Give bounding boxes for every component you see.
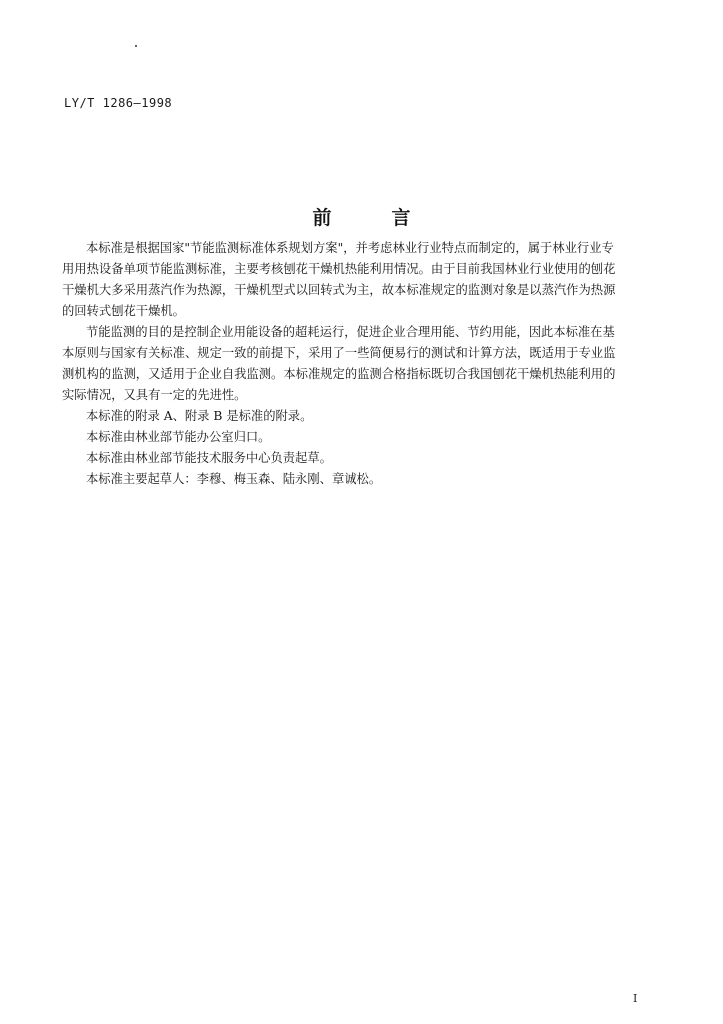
paragraph-2 <box>62 322 658 406</box>
paragraph-4: 本标准由林业部节能办公室归口。 <box>86 430 271 444</box>
paragraph-line: 节能监测的目的是控制企业用能设备的超耗运行，促进企业合理用能、节约用能，因此本标准在基 <box>86 325 615 339</box>
foreword-body <box>62 238 658 490</box>
page-number: I <box>633 992 638 1005</box>
scan-speck <box>135 45 137 47</box>
paragraph-6: 本标准主要起草人：李穆、梅玉森、陆永刚、章诚松。 <box>86 472 382 486</box>
standard-number: LY/T 1286—1998 <box>64 96 173 110</box>
paragraph-5: 本标准由林业部节能技术服务中心负责起草。 <box>86 451 332 465</box>
heading-char-1: 前 <box>312 207 332 229</box>
foreword-heading <box>0 203 723 230</box>
paragraph-3: 本标准的附录 A、附录 B 是标准的附录。 <box>86 409 313 423</box>
paragraph-line: 的回转式刨花干燥机。 <box>62 304 185 318</box>
heading-char-2: 言 <box>391 207 411 229</box>
paragraph-1 <box>62 238 658 322</box>
paragraph-line: 本原则与国家有关标准、规定一致的前提下，采用了一些简便易行的测试和计算方法，既适用于专业监 <box>62 346 616 360</box>
paragraph-line: 本标准是根据国家"节能监测标准体系规划方案"，并考虑林业行业特点而制定的，属于林业行业专 <box>86 241 614 255</box>
paragraph-line: 测机构的监测，又适用于企业自我监测。本标准规定的监测合格指标既切合我国刨花干燥机热能利用的 <box>62 367 616 381</box>
paragraph-line: 实际情况，又具有一定的先进性。 <box>62 388 247 402</box>
paragraph-line: 用用热设备单项节能监测标准，主要考核刨花干燥机热能利用情况。由于目前我国林业行业使用的刨花 <box>62 262 616 276</box>
paragraph-line: 干燥机大多采用蒸汽作为热源，干燥机型式以回转式为主，故本标准规定的监测对象是以蒸汽作为热源 <box>62 283 616 297</box>
